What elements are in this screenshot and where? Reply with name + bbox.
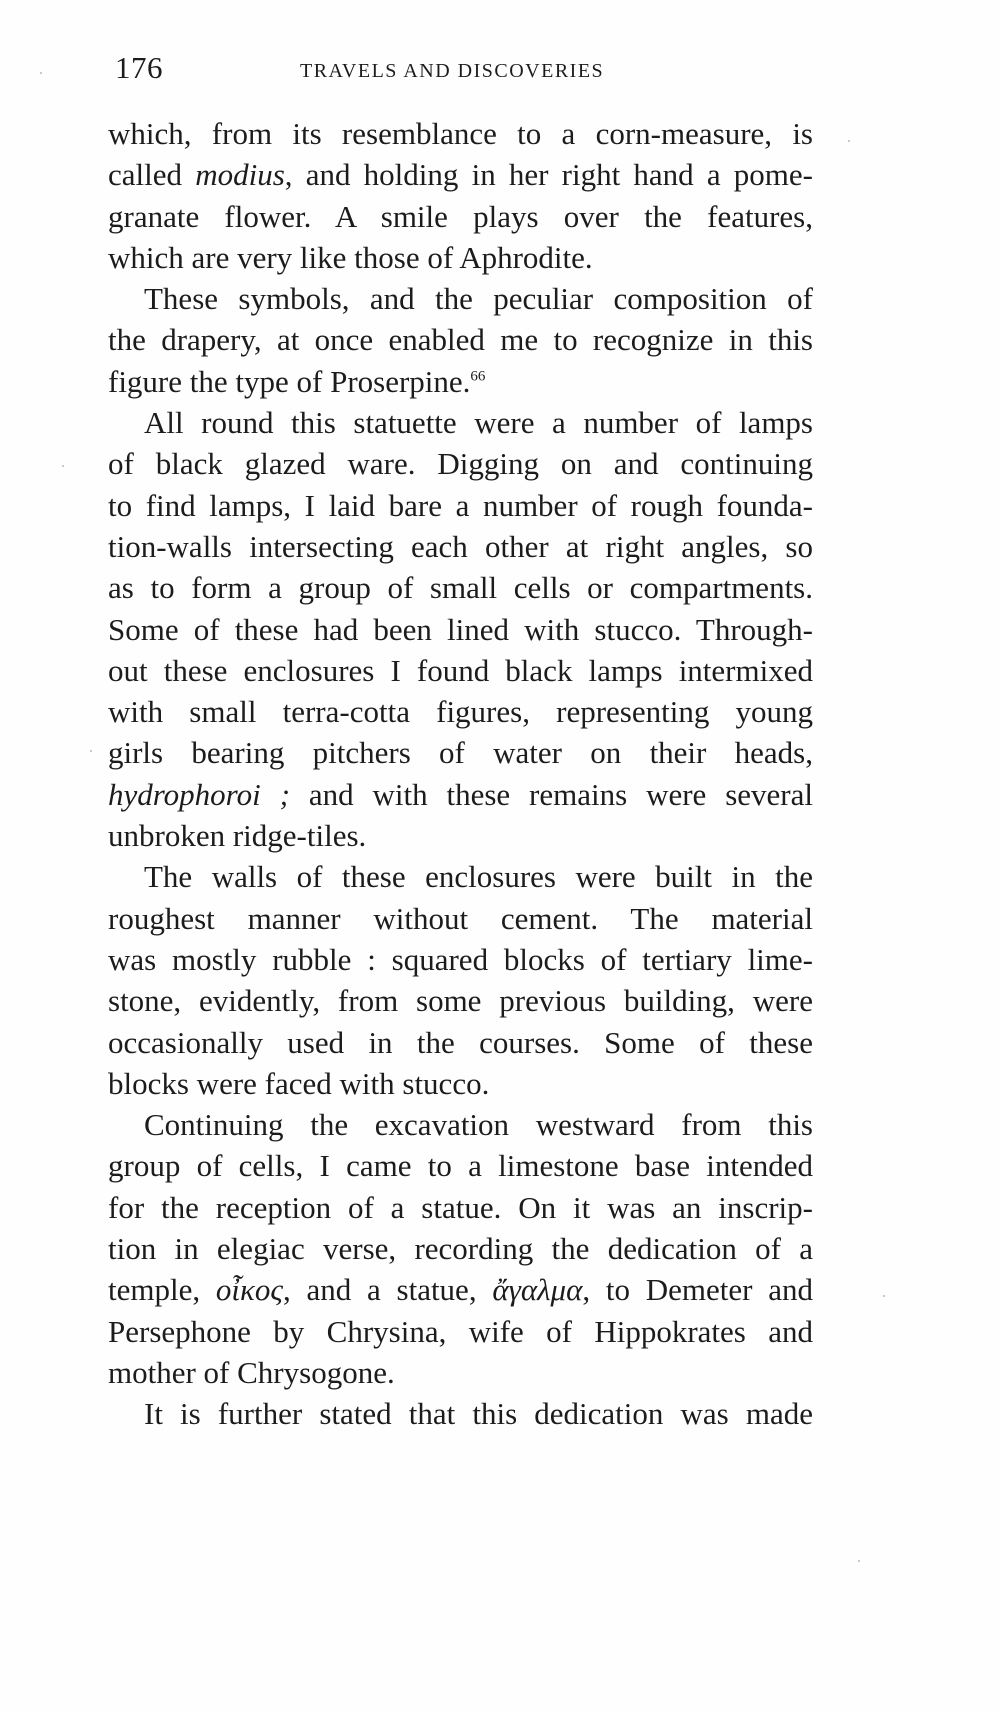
- text-line: [108, 526, 813, 567]
- paper-speck: [40, 72, 42, 74]
- line-text: tion in elegiac verse, recording the dedication of a: [108, 1231, 813, 1267]
- paragraph-start-line: [108, 1393, 813, 1434]
- italic-term: modius: [195, 157, 285, 193]
- line-text: , and a statue,: [282, 1272, 493, 1308]
- text-line: [108, 154, 813, 195]
- line-text: tion-walls intersecting each other at right angles, so: [108, 528, 813, 564]
- italic-term: hydrophoroi ;: [108, 776, 290, 812]
- paper-speck: [883, 1295, 885, 1297]
- paper-speck: [62, 465, 64, 467]
- line-text: which are very like those of Aphrodite.: [108, 239, 593, 275]
- line-text: which, from its resemblance to a corn-measure, is: [108, 116, 813, 151]
- text-line: [108, 1311, 813, 1352]
- line-text: for the reception of a statue. On it was an inscrip-: [108, 1189, 813, 1225]
- line-text: out these enclosures I found black lamps intermixed: [108, 652, 813, 688]
- line-text: with small terra-cotta figures, representing young: [108, 694, 813, 730]
- line-text: as to form a group of small cells or compartments.: [108, 570, 813, 606]
- line-text: mother of Chrysogone.: [108, 1354, 395, 1390]
- line-text: , and holding in her right hand a pome-: [284, 157, 813, 193]
- line-text: unbroken ridge-tiles.: [108, 818, 367, 854]
- running-head: TRAVELS AND DISCOVERIES: [300, 60, 605, 82]
- line-text: It is further stated that this dedication was made: [144, 1396, 813, 1432]
- line-text: occasionally used in the courses. Some of these: [108, 1024, 813, 1060]
- line-text: stone, evidently, from some previous building, were: [108, 983, 813, 1019]
- text-line: [108, 1228, 813, 1269]
- line-text: Continuing the excavation westward from this: [144, 1107, 813, 1143]
- line-text: and with these remains were several: [289, 776, 813, 812]
- line-text: temple,: [108, 1272, 216, 1308]
- line-text: of black glazed ware. Digging on and continuing: [108, 446, 813, 482]
- text-line: [108, 980, 813, 1021]
- text-line: [108, 1022, 813, 1063]
- page-header: [115, 50, 810, 90]
- line-text: Some of these had been lined with stucco. Through-: [108, 611, 813, 647]
- text-line: [108, 650, 813, 691]
- paragraph-start-line: [108, 402, 813, 443]
- text-line: [108, 732, 813, 773]
- page-body: [108, 113, 813, 1435]
- text-line: [108, 319, 813, 360]
- paragraph-start-line: [108, 278, 813, 319]
- text-line: [108, 113, 813, 154]
- paragraph-start-line: [108, 856, 813, 897]
- line-text: All round this statuette were a number of lamps: [144, 405, 813, 441]
- text-line: [108, 196, 813, 237]
- paper-speck: [848, 140, 850, 142]
- text-line: [108, 939, 813, 980]
- line-text: figure the type of Proserpine.: [108, 363, 471, 399]
- text-line: [108, 1187, 813, 1228]
- paragraph-start-line: [108, 1104, 813, 1145]
- text-line: [108, 1352, 813, 1393]
- paper-speck: [90, 750, 92, 752]
- line-text: Persephone by Chrysina, wife of Hippokrates and: [108, 1313, 813, 1349]
- line-text: girls bearing pitchers of water on their heads,: [108, 735, 813, 771]
- text-line: [108, 898, 813, 939]
- line-text: group of cells, I came to a limestone base intended: [108, 1148, 813, 1184]
- text-line: [108, 609, 813, 650]
- footnote-marker: 66: [470, 368, 486, 385]
- line-text: blocks were faced with stucco.: [108, 1065, 490, 1101]
- page-number: 176: [115, 50, 163, 85]
- text-line: [108, 237, 813, 278]
- line-text: the drapery, at once enabled me to recognize in this: [108, 322, 813, 358]
- line-text: The walls of these enclosures were built in the: [144, 859, 813, 895]
- text-line: [108, 443, 813, 484]
- text-line: [108, 1063, 813, 1104]
- greek-term: ἄγαλμα: [492, 1272, 583, 1308]
- text-line: [108, 1269, 813, 1310]
- text-line: [108, 361, 813, 402]
- line-text: called: [108, 157, 196, 193]
- line-text: granate flower. A smile plays over the features,: [108, 198, 813, 234]
- text-line: [108, 485, 813, 526]
- text-line: [108, 774, 813, 815]
- text-line: [108, 567, 813, 608]
- greek-term: οἶκος: [215, 1272, 283, 1308]
- text-line: [108, 1145, 813, 1186]
- line-text: These symbols, and the peculiar composition of: [144, 281, 813, 317]
- text-line: [108, 691, 813, 732]
- line-text: , to Demeter and: [582, 1272, 813, 1308]
- line-text: roughest manner without cement. The material: [108, 900, 813, 936]
- text-line: [108, 815, 813, 856]
- paper-speck: [858, 1560, 860, 1562]
- line-text: to find lamps, I laid bare a number of rough founda-: [108, 487, 813, 523]
- line-text: was mostly rubble : squared blocks of tertiary lime-: [108, 941, 813, 977]
